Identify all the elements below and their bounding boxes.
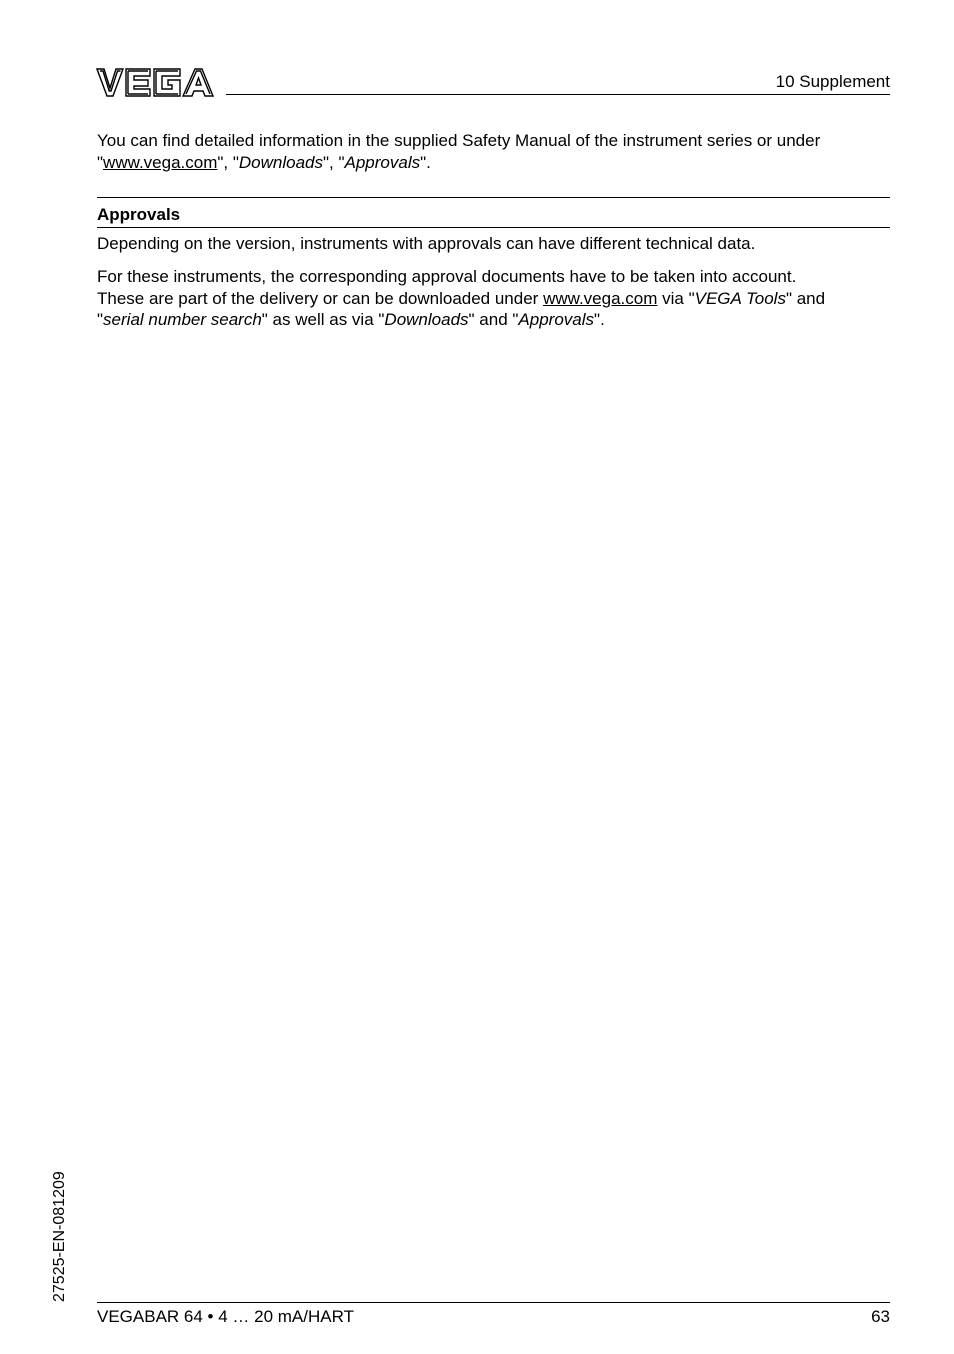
vega-website-link[interactable]: www.vega.com — [103, 152, 218, 172]
approvals-paragraph-1: Depending on the version, instruments with approvals can have different technical data. — [97, 234, 756, 253]
page-number: 63 — [871, 1307, 890, 1326]
vega-tools-ref: VEGA Tools — [694, 288, 786, 308]
vega-website-link-2[interactable]: www.vega.com — [543, 288, 658, 308]
section-top-rule — [97, 197, 890, 198]
chapter-label: 10 Supplement — [775, 72, 890, 91]
downloads-ref: Downloads — [238, 152, 323, 172]
approvals-p2-line-1: For these instruments, the corresponding approval documents have to be taken into account. — [97, 267, 797, 286]
approvals-heading: Approvals — [97, 205, 181, 224]
intro-line-1: You can find detailed information in the supplied Safety Manual of the instrument series or under — [97, 131, 821, 150]
vega-logo — [96, 66, 214, 98]
approvals-p2-line-3: "serial number search" as well as via "Downloads" and "Approvals". — [97, 310, 605, 329]
section-heading-rule — [97, 227, 890, 228]
serial-search-ref: serial number search — [103, 310, 262, 329]
approvals-ref: Approvals — [344, 152, 421, 172]
footer-product: VEGABAR 64 • 4 … 20 mA/HART — [97, 1307, 354, 1326]
intro-paragraph — [97, 130, 890, 173]
approvals-p2-line-2: These are part of the delivery or can be downloaded under www.vega.com via "VEGA Tools" and — [97, 288, 826, 308]
downloads-ref-2: Downloads — [384, 310, 469, 329]
intro-line-2: "www.vega.com", "Downloads", "Approvals". — [97, 152, 431, 172]
approvals-paragraph-2 — [97, 266, 890, 331]
approvals-ref-2: Approvals — [518, 310, 595, 329]
document-code: 27525-EN-081209 — [51, 1171, 68, 1302]
footer-rule — [97, 1302, 890, 1303]
header-rule — [226, 94, 890, 95]
